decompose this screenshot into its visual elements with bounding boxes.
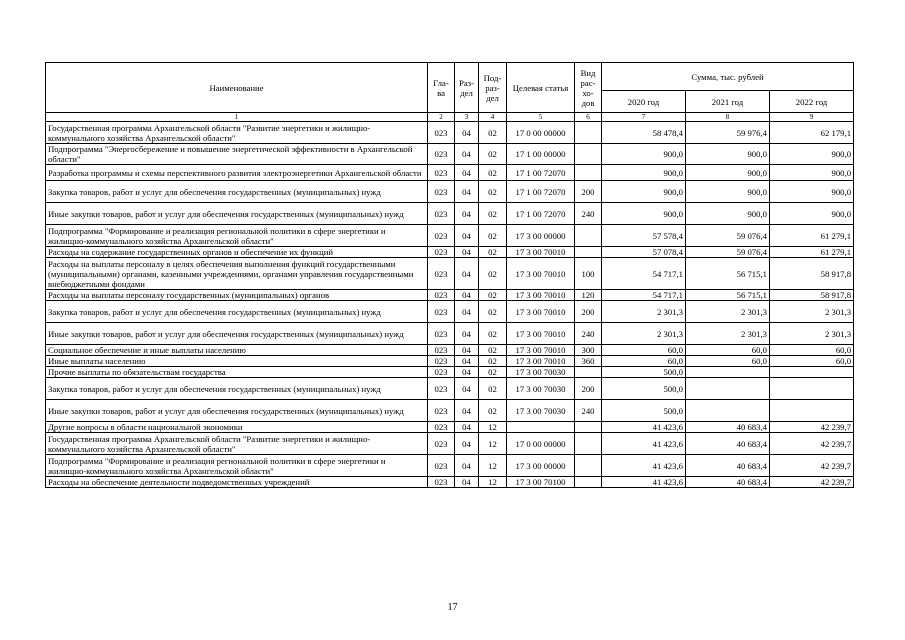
table-row [46, 400, 854, 422]
row-sum-2020: 41 423,6 [602, 422, 686, 433]
row-name: Иные закупки товаров, работ и услуг для обеспечения государственных (муниципальных) нужд [46, 203, 428, 225]
row-name: Расходы на содержание государственных органов и обеспечение их функций [46, 247, 428, 258]
header-summa: Сумма, тыс. рублей [602, 63, 854, 91]
row-name: Иные закупки товаров, работ и услуг для обеспечения государственных (муниципальных) нужд [46, 400, 428, 422]
row-sum-2022: 900,0 [770, 144, 854, 165]
row-sum-2021 [686, 378, 770, 400]
row-sum-2020: 57 078,4 [602, 247, 686, 258]
row-razdel: 04 [455, 258, 479, 290]
row-name: Расходы на выплаты персоналу в целях обеспечения выполнения функций государственными (муниципальными) органами, казенными учреждениями, органами управления государственными внебюджетными фондами [46, 258, 428, 290]
table-row [46, 433, 854, 455]
row-statya: 17 3 00 70010 [507, 258, 575, 290]
row-vid: 200 [575, 181, 602, 203]
row-razdel: 04 [455, 455, 479, 477]
row-glava: 023 [428, 378, 455, 400]
row-vid [575, 247, 602, 258]
column-index-row [46, 113, 854, 122]
row-vid [575, 165, 602, 181]
row-sum-2022 [770, 378, 854, 400]
row-sum-2020: 900,0 [602, 165, 686, 181]
row-sum-2022: 62 179,1 [770, 122, 854, 144]
row-sum-2022: 42 239,7 [770, 433, 854, 455]
row-vid: 200 [575, 378, 602, 400]
row-razdel: 04 [455, 181, 479, 203]
row-sum-2020: 60,0 [602, 356, 686, 367]
header-2021: 2021 год [686, 91, 770, 113]
row-sum-2022: 2 301,3 [770, 323, 854, 345]
row-glava: 023 [428, 433, 455, 455]
row-razdel: 04 [455, 225, 479, 247]
table-row [46, 122, 854, 144]
table-row [46, 144, 854, 165]
row-vid [575, 144, 602, 165]
row-sum-2022: 900,0 [770, 203, 854, 225]
table-row [46, 455, 854, 477]
table-row [46, 477, 854, 488]
row-sum-2020: 54 717,1 [602, 258, 686, 290]
row-razdel: 04 [455, 301, 479, 323]
row-podrazdel: 12 [479, 455, 507, 477]
row-podrazdel: 02 [479, 400, 507, 422]
row-sum-2022: 60,0 [770, 356, 854, 367]
row-statya: 17 1 00 72070 [507, 203, 575, 225]
row-sum-2021: 60,0 [686, 345, 770, 356]
row-razdel: 04 [455, 422, 479, 433]
table-row [46, 323, 854, 345]
row-statya: 17 1 00 72070 [507, 181, 575, 203]
row-razdel: 04 [455, 400, 479, 422]
row-vid: 240 [575, 323, 602, 345]
header-2022: 2022 год [770, 91, 854, 113]
row-statya: 17 1 00 00000 [507, 144, 575, 165]
row-glava: 023 [428, 144, 455, 165]
row-sum-2022: 42 239,7 [770, 422, 854, 433]
row-sum-2021: 900,0 [686, 203, 770, 225]
row-razdel: 04 [455, 144, 479, 165]
row-podrazdel: 12 [479, 477, 507, 488]
row-razdel: 04 [455, 477, 479, 488]
row-glava: 023 [428, 203, 455, 225]
header-podrazdel: Под-раз-дел [479, 63, 507, 113]
header-vid: Вид рас-хо-дов [575, 63, 602, 113]
row-statya: 17 0 00 00000 [507, 122, 575, 144]
row-vid [575, 367, 602, 378]
row-name: Социальное обеспечение и иные выплаты населению [46, 345, 428, 356]
row-sum-2021: 2 301,3 [686, 323, 770, 345]
row-vid [575, 422, 602, 433]
row-vid: 300 [575, 345, 602, 356]
row-vid: 100 [575, 258, 602, 290]
page-number: 17 [447, 602, 458, 613]
row-razdel: 04 [455, 165, 479, 181]
row-statya: 17 3 00 00000 [507, 225, 575, 247]
row-name: Подпрограмма "Энергосбережение и повышение энергетической эффективности в Архангельской области" [46, 144, 428, 165]
column-index: 7 [602, 113, 686, 122]
row-glava: 023 [428, 122, 455, 144]
row-sum-2020: 500,0 [602, 367, 686, 378]
row-glava: 023 [428, 356, 455, 367]
row-statya: 17 3 00 70030 [507, 378, 575, 400]
row-podrazdel: 02 [479, 165, 507, 181]
row-sum-2022 [770, 367, 854, 378]
row-sum-2020: 58 478,4 [602, 122, 686, 144]
table-row [46, 356, 854, 367]
row-vid [575, 433, 602, 455]
row-sum-2020: 900,0 [602, 144, 686, 165]
row-glava: 023 [428, 165, 455, 181]
table-row [46, 422, 854, 433]
row-statya: 17 3 00 00000 [507, 455, 575, 477]
table-row [46, 290, 854, 301]
header-name: Наименование [46, 63, 428, 113]
row-podrazdel: 02 [479, 181, 507, 203]
row-podrazdel: 02 [479, 258, 507, 290]
row-vid: 240 [575, 400, 602, 422]
row-glava: 023 [428, 323, 455, 345]
row-podrazdel: 02 [479, 122, 507, 144]
row-name: Расходы на выплаты персоналу государственных (муниципальных) органов [46, 290, 428, 301]
header-razdel: Раз-дел [455, 63, 479, 113]
row-vid [575, 455, 602, 477]
table-body [46, 122, 854, 488]
row-vid: 120 [575, 290, 602, 301]
row-razdel: 04 [455, 203, 479, 225]
row-razdel: 04 [455, 433, 479, 455]
row-statya: 17 3 00 70010 [507, 345, 575, 356]
row-sum-2022: 60,0 [770, 345, 854, 356]
table-row [46, 258, 854, 290]
row-sum-2022: 58 917,8 [770, 290, 854, 301]
column-index: 3 [455, 113, 479, 122]
row-podrazdel: 02 [479, 290, 507, 301]
row-glava: 023 [428, 345, 455, 356]
row-sum-2020: 41 423,6 [602, 433, 686, 455]
table-row [46, 345, 854, 356]
header-statya: Целевая статья [507, 63, 575, 113]
row-statya [507, 422, 575, 433]
header-glava: Гла-ва [428, 63, 455, 113]
row-razdel: 04 [455, 323, 479, 345]
row-sum-2020: 54 717,1 [602, 290, 686, 301]
row-name: Расходы на обеспечение деятельности подведомственных учреждений [46, 477, 428, 488]
budget-table [45, 62, 854, 488]
row-sum-2021: 40 683,4 [686, 422, 770, 433]
row-sum-2021: 59 076,4 [686, 225, 770, 247]
row-sum-2020: 500,0 [602, 400, 686, 422]
row-glava: 023 [428, 477, 455, 488]
table-row [46, 367, 854, 378]
row-sum-2021: 60,0 [686, 356, 770, 367]
row-sum-2020: 2 301,3 [602, 323, 686, 345]
column-index: 6 [575, 113, 602, 122]
row-name: Закупка товаров, работ и услуг для обеспечения государственных (муниципальных) нужд [46, 181, 428, 203]
column-index: 1 [46, 113, 428, 122]
row-vid [575, 477, 602, 488]
row-podrazdel: 02 [479, 301, 507, 323]
row-glava: 023 [428, 181, 455, 203]
column-index: 4 [479, 113, 507, 122]
row-glava: 023 [428, 400, 455, 422]
row-name: Государственная программа Архангельской области "Развитие энергетики и жилищно-коммунального хозяйства Архангельской области" [46, 122, 428, 144]
row-razdel: 04 [455, 247, 479, 258]
row-glava: 023 [428, 290, 455, 301]
row-name: Разработка программы и схемы перспективного развития электроэнергетики Архангельской области [46, 165, 428, 181]
row-name: Подпрограмма "Формирование и реализация региональной политики в сфере энергетики и жилищно-коммунального хозяйства Архангельской области" [46, 455, 428, 477]
row-glava: 023 [428, 422, 455, 433]
row-podrazdel: 12 [479, 433, 507, 455]
row-name: Подпрограмма "Формирование и реализация региональной политики в сфере энергетики и жилищно-коммунального хозяйства Архангельской области" [46, 225, 428, 247]
table-row [46, 247, 854, 258]
table-row [46, 181, 854, 203]
row-glava: 023 [428, 258, 455, 290]
row-sum-2021: 56 715,1 [686, 290, 770, 301]
row-sum-2020: 900,0 [602, 203, 686, 225]
row-sum-2021: 40 683,4 [686, 433, 770, 455]
row-sum-2022: 61 279,1 [770, 225, 854, 247]
row-statya: 17 0 00 00000 [507, 433, 575, 455]
row-name: Иные закупки товаров, работ и услуг для обеспечения государственных (муниципальных) нужд [46, 323, 428, 345]
row-sum-2020: 41 423,6 [602, 477, 686, 488]
row-statya: 17 3 00 70010 [507, 301, 575, 323]
row-sum-2022: 58 917,8 [770, 258, 854, 290]
row-glava: 023 [428, 367, 455, 378]
row-sum-2022: 42 239,7 [770, 477, 854, 488]
row-sum-2020: 41 423,6 [602, 455, 686, 477]
row-sum-2020: 60,0 [602, 345, 686, 356]
table-row [46, 225, 854, 247]
row-name: Прочие выплаты по обязательствам государства [46, 367, 428, 378]
row-razdel: 04 [455, 378, 479, 400]
row-vid [575, 225, 602, 247]
row-podrazdel: 02 [479, 356, 507, 367]
row-vid: 240 [575, 203, 602, 225]
row-sum-2020: 2 301,3 [602, 301, 686, 323]
row-sum-2022: 61 279,1 [770, 247, 854, 258]
row-statya: 17 3 00 70100 [507, 477, 575, 488]
row-name: Закупка товаров, работ и услуг для обеспечения государственных (муниципальных) нужд [46, 378, 428, 400]
row-sum-2021: 900,0 [686, 165, 770, 181]
row-sum-2022: 900,0 [770, 165, 854, 181]
row-razdel: 04 [455, 356, 479, 367]
column-index: 5 [507, 113, 575, 122]
row-statya: 17 3 00 70010 [507, 247, 575, 258]
row-glava: 023 [428, 225, 455, 247]
row-name: Иные выплаты населению [46, 356, 428, 367]
row-sum-2021: 56 715,1 [686, 258, 770, 290]
row-vid [575, 122, 602, 144]
row-sum-2021: 900,0 [686, 181, 770, 203]
row-podrazdel: 02 [479, 203, 507, 225]
row-sum-2022 [770, 400, 854, 422]
row-name: Государственная программа Архангельской области "Развитие энергетики и жилищно-коммунального хозяйства Архангельской области" [46, 433, 428, 455]
header-2020: 2020 год [602, 91, 686, 113]
row-sum-2021: 40 683,4 [686, 477, 770, 488]
table-row [46, 378, 854, 400]
column-index: 9 [770, 113, 854, 122]
row-statya: 17 3 00 70010 [507, 290, 575, 301]
row-podrazdel: 02 [479, 367, 507, 378]
row-razdel: 04 [455, 290, 479, 301]
row-sum-2021: 900,0 [686, 144, 770, 165]
row-glava: 023 [428, 455, 455, 477]
row-razdel: 04 [455, 122, 479, 144]
row-sum-2021: 59 976,4 [686, 122, 770, 144]
row-statya: 17 3 00 70030 [507, 400, 575, 422]
row-vid: 200 [575, 301, 602, 323]
row-sum-2021: 40 683,4 [686, 455, 770, 477]
row-sum-2022: 900,0 [770, 181, 854, 203]
row-statya: 17 3 00 70030 [507, 367, 575, 378]
column-index: 8 [686, 113, 770, 122]
row-sum-2022: 2 301,3 [770, 301, 854, 323]
row-statya: 17 3 00 70010 [507, 323, 575, 345]
row-sum-2021: 2 301,3 [686, 301, 770, 323]
row-podrazdel: 02 [479, 225, 507, 247]
row-glava: 023 [428, 301, 455, 323]
row-glava: 023 [428, 247, 455, 258]
row-podrazdel: 02 [479, 323, 507, 345]
row-sum-2020: 57 578,4 [602, 225, 686, 247]
row-sum-2020: 500,0 [602, 378, 686, 400]
row-razdel: 04 [455, 345, 479, 356]
row-statya: 17 1 00 72070 [507, 165, 575, 181]
row-podrazdel: 02 [479, 378, 507, 400]
row-podrazdel: 02 [479, 345, 507, 356]
row-sum-2020: 900,0 [602, 181, 686, 203]
row-sum-2022: 42 239,7 [770, 455, 854, 477]
row-sum-2021 [686, 367, 770, 378]
row-statya: 17 3 00 70010 [507, 356, 575, 367]
row-sum-2021: 59 076,4 [686, 247, 770, 258]
row-name: Другие вопросы в области национальной экономики [46, 422, 428, 433]
row-vid: 360 [575, 356, 602, 367]
row-podrazdel: 12 [479, 422, 507, 433]
row-name: Закупка товаров, работ и услуг для обеспечения государственных (муниципальных) нужд [46, 301, 428, 323]
table-row [46, 203, 854, 225]
table-row [46, 165, 854, 181]
table-row [46, 301, 854, 323]
row-podrazdel: 02 [479, 247, 507, 258]
row-podrazdel: 02 [479, 144, 507, 165]
row-sum-2021 [686, 400, 770, 422]
column-index: 2 [428, 113, 455, 122]
row-razdel: 04 [455, 367, 479, 378]
